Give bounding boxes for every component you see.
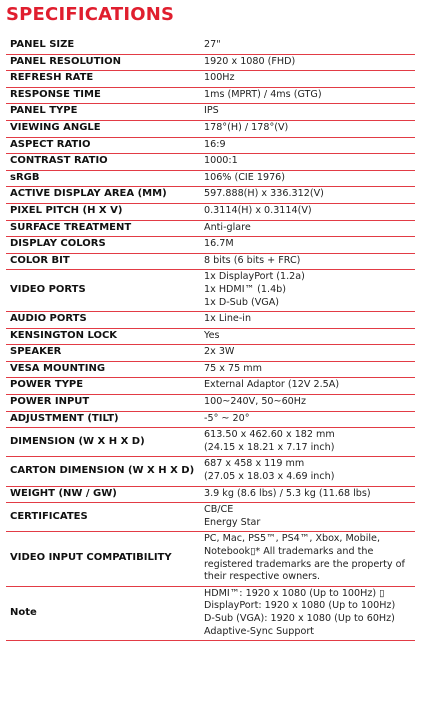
spec-label: POWER INPUT [6, 395, 204, 412]
spec-label: AUDIO PORTS [6, 312, 204, 329]
spec-value: 1920 x 1080 (FHD) [204, 54, 415, 71]
spec-label: VIDEO INPUT COMPATIBILITY [6, 532, 204, 586]
spec-label: POWER TYPE [6, 378, 204, 395]
spec-value: 75 x 75 mm [204, 361, 415, 378]
spec-value: Yes [204, 328, 415, 345]
spec-row [6, 270, 415, 312]
spec-label: ACTIVE DISPLAY AREA (MM) [6, 187, 204, 204]
spec-label: PANEL SIZE [6, 38, 204, 54]
spec-row [6, 395, 415, 412]
spec-row [6, 154, 415, 171]
spec-value: External Adaptor (12V 2.5A) [204, 378, 415, 395]
spec-label: WEIGHT (NW / GW) [6, 486, 204, 503]
spec-row [6, 361, 415, 378]
spec-row [6, 54, 415, 71]
spec-row [6, 120, 415, 137]
spec-value: CB/CE Energy Star [204, 503, 415, 532]
spec-value: 687 x 458 x 119 mm (27.05 x 18.03 x 4.69 inch) [204, 457, 415, 486]
spec-value: HDMI™: 1920 x 1080 (Up to 100Hz) ▯ DisplayPort: 1920 x 1080 (Up to 100Hz) D-Sub (VGA): 1920 x 1080 (Up to 60Hz) Adaptive-Sync Support [204, 586, 415, 640]
spec-label: VIDEO PORTS [6, 270, 204, 312]
spec-value: 597.888(H) x 336.312(V) [204, 187, 415, 204]
spec-row [6, 411, 415, 428]
spec-label: RESPONSE TIME [6, 87, 204, 104]
spec-row [6, 312, 415, 329]
spec-label: ADJUSTMENT (TILT) [6, 411, 204, 428]
spec-value: 106% (CIE 1976) [204, 170, 415, 187]
spec-value: 613.50 x 462.60 x 182 mm (24.15 x 18.21 x 7.17 inch) [204, 428, 415, 457]
spec-label: COLOR BIT [6, 253, 204, 270]
spec-label: SPEAKER [6, 345, 204, 362]
spec-row [6, 457, 415, 486]
spec-label: CARTON DIMENSION (W X H X D) [6, 457, 204, 486]
spec-row [6, 378, 415, 395]
spec-value: 8 bits (6 bits + FRC) [204, 253, 415, 270]
spec-label: ASPECT RATIO [6, 137, 204, 154]
spec-value: 2x 3W [204, 345, 415, 362]
spec-label: DIMENSION (W X H X D) [6, 428, 204, 457]
spec-row [6, 203, 415, 220]
spec-row [6, 170, 415, 187]
spec-value: 16:9 [204, 137, 415, 154]
spec-value: 1x Line-in [204, 312, 415, 329]
spec-value: -5° ~ 20° [204, 411, 415, 428]
spec-row [6, 328, 415, 345]
spec-value: 1x DisplayPort (1.2a) 1x HDMI™ (1.4b) 1x D-Sub (VGA) [204, 270, 415, 312]
spec-value: PC, Mac, PS5™, PS4™, Xbox, Mobile, Notebook▯* All trademarks and the registered trademarks are the property of their respective owners. [204, 532, 415, 586]
spec-row [6, 220, 415, 237]
spec-row [6, 71, 415, 88]
spec-label: PANEL TYPE [6, 104, 204, 121]
spec-label: Note [6, 586, 204, 640]
spec-row [6, 87, 415, 104]
spec-label: PIXEL PITCH (H X V) [6, 203, 204, 220]
spec-row [6, 586, 415, 640]
specifications-table [6, 38, 415, 641]
spec-value: 27" [204, 38, 415, 54]
spec-label: sRGB [6, 170, 204, 187]
spec-value: 100~240V, 50~60Hz [204, 395, 415, 412]
spec-label: CERTIFICATES [6, 503, 204, 532]
spec-row [6, 503, 415, 532]
spec-label: REFRESH RATE [6, 71, 204, 88]
spec-row [6, 486, 415, 503]
spec-row [6, 137, 415, 154]
spec-row [6, 237, 415, 254]
spec-label: KENSINGTON LOCK [6, 328, 204, 345]
spec-row [6, 428, 415, 457]
spec-value: Anti-glare [204, 220, 415, 237]
spec-label: SURFACE TREATMENT [6, 220, 204, 237]
page-title: SPECIFICATIONS [6, 4, 175, 25]
spec-row [6, 187, 415, 204]
spec-label: PANEL RESOLUTION [6, 54, 204, 71]
spec-row [6, 38, 415, 54]
spec-value: 1000:1 [204, 154, 415, 171]
spec-value: 1ms (MPRT) / 4ms (GTG) [204, 87, 415, 104]
spec-value: 0.3114(H) x 0.3114(V) [204, 203, 415, 220]
spec-row [6, 345, 415, 362]
spec-label: VIEWING ANGLE [6, 120, 204, 137]
spec-row [6, 532, 415, 586]
spec-value: 178°(H) / 178°(V) [204, 120, 415, 137]
spec-label: VESA MOUNTING [6, 361, 204, 378]
specifications-table-body [6, 38, 415, 641]
spec-value: 16.7M [204, 237, 415, 254]
spec-value: 3.9 kg (8.6 lbs) / 5.3 kg (11.68 lbs) [204, 486, 415, 503]
spec-value: IPS [204, 104, 415, 121]
spec-row [6, 104, 415, 121]
spec-value: 100Hz [204, 71, 415, 88]
spec-row [6, 253, 415, 270]
spec-label: DISPLAY COLORS [6, 237, 204, 254]
spec-label: CONTRAST RATIO [6, 154, 204, 171]
